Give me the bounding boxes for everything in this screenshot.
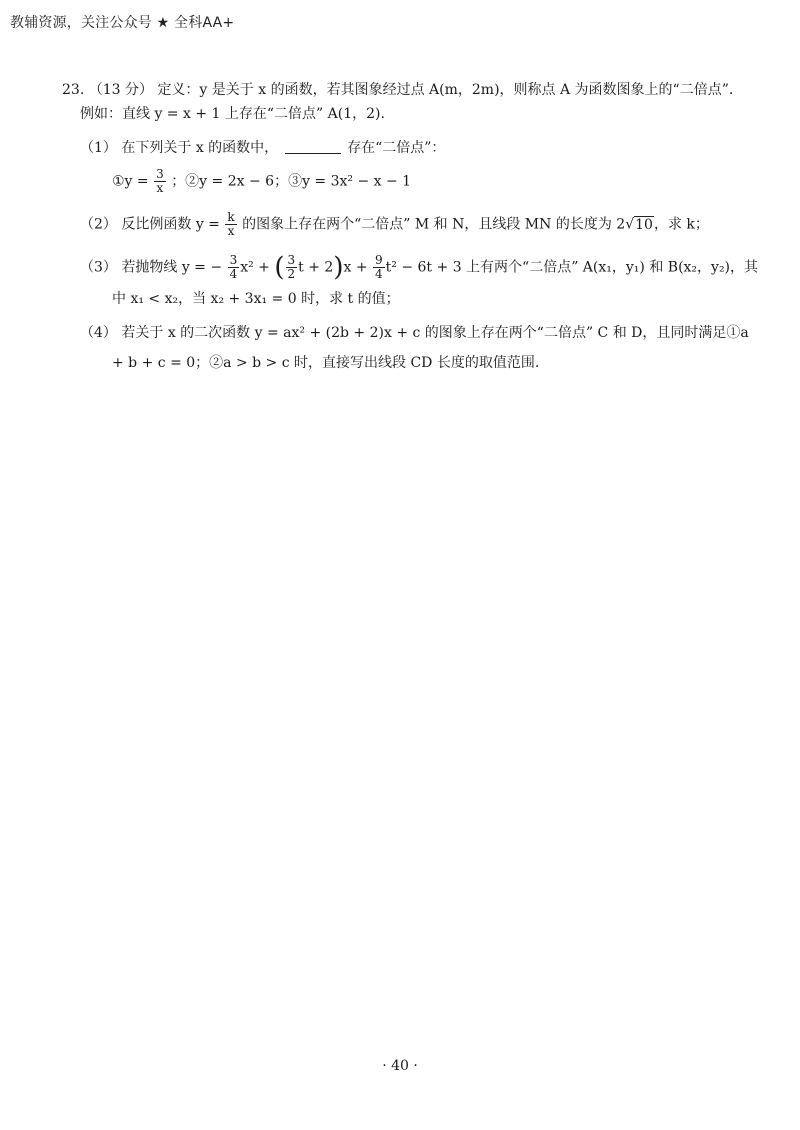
- answer-blank[interactable]: [285, 139, 341, 154]
- fraction-numerator: 3: [287, 253, 296, 267]
- problem-points: （13 分）: [88, 82, 153, 98]
- watermark-header: 教辅资源，关注公众号 ★ 全科AA+: [10, 15, 235, 31]
- question-3-fraction-2: [286, 254, 298, 281]
- question-2-text-mid: 的图象上存在两个“二倍点” M 和 N，且线段 MN 的长度为 2: [242, 216, 626, 233]
- fraction-denominator: x: [156, 181, 164, 195]
- question-4: [62, 321, 752, 345]
- question-1-label: （1）: [80, 140, 117, 156]
- option-1-prefix: ①y =: [112, 173, 149, 190]
- question-3-fraction-1: [228, 254, 240, 281]
- question-2-fraction: [225, 211, 236, 238]
- right-paren: ): [333, 252, 344, 283]
- question-3-fraction-3: [373, 254, 385, 281]
- fraction-numerator: 3: [229, 253, 238, 267]
- problem-example-line: [62, 102, 752, 126]
- problem-number: 23.: [62, 82, 85, 98]
- page-number: · 40 ·: [382, 1058, 418, 1074]
- question-1-options: [62, 168, 752, 195]
- sqrt-symbol: √: [625, 216, 635, 233]
- question-3-text-d: x +: [343, 259, 368, 276]
- question-3-condition: 中 x₁ < x₂，当 x₂ + 3x₁ = 0 时，求 t 的值；: [112, 291, 400, 307]
- question-3-text-b: x² +: [240, 259, 270, 276]
- question-3-label: （3）: [80, 259, 117, 276]
- fraction-numerator: k: [227, 210, 235, 224]
- fraction-denominator: 4: [375, 267, 383, 281]
- options-rest: ；②y = 2x − 6；③y = 3x² − x − 1: [171, 173, 412, 190]
- question-2-label: （2）: [80, 216, 117, 233]
- question-3-text-c: t + 2: [298, 259, 334, 276]
- question-4-text: 若关于 x 的二次函数 y = ax² + (2b + 2)x + c 的图象上存在两个“二倍点” C 和 D，且同时满足①a: [121, 325, 749, 341]
- question-4-condition: + b + c = 0；②a > b > c 时，直接写出线段 CD 长度的取值范围.: [112, 355, 540, 371]
- question-4-line-2: [62, 351, 752, 375]
- left-paren: (: [274, 252, 285, 283]
- fraction-numerator: 9: [375, 253, 383, 267]
- fraction-numerator: 3: [156, 167, 164, 181]
- option-1-fraction: [154, 168, 166, 195]
- question-3-text-e: t² − 6t + 3 上有两个“二倍点” A(x₁，y₁) 和 B(x₂，y₂)，其: [385, 259, 759, 276]
- problem-definition-line: [62, 78, 752, 102]
- fraction-denominator: x: [227, 224, 235, 238]
- question-1-text-after: 存在“二倍点”：: [347, 140, 446, 156]
- question-2: [62, 211, 752, 238]
- question-4-label: （4）: [80, 325, 117, 341]
- problem-23: [62, 78, 759, 375]
- problem-example: 例如：直线 y = x + 1 上存在“二倍点” A(1，2).: [80, 106, 385, 122]
- question-3: [62, 252, 759, 283]
- question-2-text-after: ，求 k；: [653, 216, 709, 233]
- question-1-text-before: 在下列关于 x 的函数中，: [121, 140, 279, 156]
- question-3-text-a: 若抛物线 y = −: [121, 259, 223, 276]
- question-1: [62, 136, 752, 160]
- fraction-denominator: 4: [229, 267, 238, 281]
- sqrt-value: 10: [635, 216, 653, 233]
- question-2-text-before: 反比例函数 y =: [121, 216, 220, 233]
- question-3-line-2: [62, 287, 752, 311]
- fraction-denominator: 2: [287, 267, 296, 281]
- problem-definition: 定义：y 是关于 x 的函数，若其图象经过点 A(m，2m)，则称点 A 为函数图象上的“二倍点”.: [157, 82, 734, 98]
